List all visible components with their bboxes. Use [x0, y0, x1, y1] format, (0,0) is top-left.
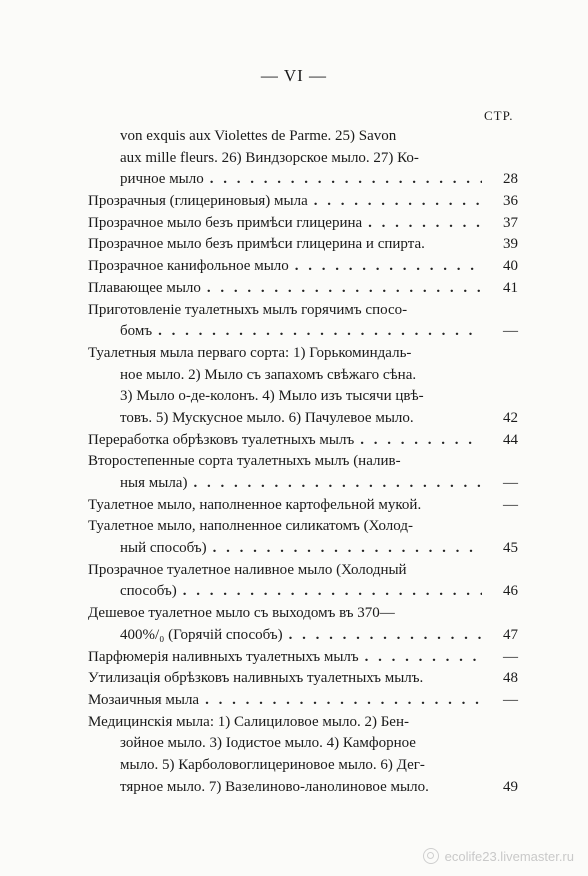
toc-entry [88, 278, 518, 300]
toc-line [88, 473, 518, 495]
watermark-text: ecolife23.livemaster.ru [444, 848, 574, 864]
toc-line-text: ное мыло. 2) Мыло съ запахомъ свѣжаго сѣна. [120, 366, 417, 383]
toc-line-text: Прозрачное канифольное мыло [88, 258, 289, 275]
table-of-contents [88, 126, 518, 798]
toc-line [88, 777, 518, 799]
toc-line [88, 430, 518, 452]
toc-line-text: Туалетное мыло, наполненное картофельной мукой. [88, 496, 422, 513]
toc-line-text: Плавающее мыло [88, 279, 201, 296]
toc-entry [88, 234, 518, 256]
toc-entry [88, 126, 518, 191]
toc-entry [88, 256, 518, 278]
toc-page-number: 44 [503, 431, 518, 448]
toc-line [88, 625, 518, 647]
toc-line-text: Прозрачныя (глицериновыя) мыла [88, 193, 308, 210]
toc-line-text: Туалетное мыло, наполненное силикатомъ (Холод- [88, 518, 413, 535]
toc-line [88, 733, 518, 755]
toc-entry [88, 712, 518, 799]
toc-line-text: тярное мыло. 7) Вазелиново-ланолиновое мыло. [120, 778, 429, 795]
toc-line [88, 300, 518, 322]
toc-entry [88, 300, 518, 343]
toc-line-text: ныя мыла) [120, 475, 188, 491]
toc-entry [88, 560, 518, 603]
toc-entry [88, 495, 518, 517]
toc-line [88, 603, 518, 625]
dot-leader [210, 169, 482, 191]
toc-line [88, 668, 518, 690]
dot-leader [314, 191, 482, 213]
dot-leader [205, 690, 482, 712]
toc-line-text: 3) Мыло о-де-колонъ. 4) Мыло изъ тысячи цвѣ- [120, 388, 424, 405]
toc-page-number: 42 [503, 409, 518, 426]
toc-line [88, 191, 518, 213]
toc-page-number: 39 [503, 236, 518, 253]
toc-line [88, 148, 518, 170]
toc-line-text: von exquis aux Violettes de Parme. 25) Savon [120, 128, 397, 144]
toc-entry [88, 690, 518, 712]
toc-page-number: — [503, 496, 518, 513]
toc-line [88, 343, 518, 365]
toc-line-text: Парфюмерія наливныхъ туалетныхъ мылъ [88, 648, 359, 665]
toc-entry [88, 191, 518, 213]
toc-line [88, 256, 518, 278]
page-column-label: СТР. [484, 108, 514, 123]
toc-line [88, 647, 518, 669]
toc-line [88, 386, 518, 408]
toc-line [88, 516, 518, 538]
toc-line-text: товъ. 5) Мускусное мыло. 6) Пачулевое мыло. [120, 409, 414, 426]
toc-line-text: Туалетныя мыла перваго сорта: 1) Горькоминдаль- [88, 344, 412, 361]
toc-line [88, 581, 518, 603]
toc-entry [88, 668, 518, 690]
toc-line-text: aux mille fleurs. 26) Виндзорское мыло. 27) Ко- [120, 149, 419, 166]
toc-line [88, 213, 518, 235]
toc-line-text: Утилизація обрѣзковъ наливныхъ туалетныхъ мылъ. [88, 670, 424, 687]
toc-entry [88, 603, 518, 646]
toc-line [88, 169, 518, 191]
toc-line-text: способъ) [120, 583, 177, 600]
toc-line-text: зойное мыло. 3) Іодистое мыло. 4) Камфорное [120, 735, 416, 752]
toc-page-number: 46 [503, 583, 518, 600]
toc-line [88, 126, 518, 148]
toc-line-text: 400%/₀ (Горячій способъ) [120, 626, 283, 643]
toc-line [88, 495, 518, 517]
toc-line-text: мыло. 5) Карболовоглицериновое мыло. 6) Дег- [120, 756, 425, 773]
toc-page-number: — [503, 323, 518, 340]
toc-line [88, 755, 518, 777]
toc-page-number: 28 [503, 171, 518, 188]
toc-page-number: — [503, 648, 518, 665]
toc-line [88, 538, 518, 560]
toc-page-number: 48 [503, 670, 518, 687]
watermark [423, 848, 574, 864]
toc-line-text: Второстепенные сорта туалетныхъ мылъ (налив- [88, 453, 401, 470]
toc-page-number: 36 [503, 193, 518, 210]
toc-line [88, 365, 518, 387]
toc-entry [88, 430, 518, 452]
toc-entry [88, 516, 518, 559]
dot-leader [368, 213, 482, 235]
dot-leader [213, 538, 482, 560]
toc-line-text: Прозрачное туалетное наливное мыло (Холодный [88, 561, 407, 578]
toc-entry [88, 451, 518, 494]
toc-page-number: 47 [503, 626, 518, 643]
toc-line-text: бомъ [120, 323, 153, 340]
toc-line [88, 408, 518, 430]
toc-line-text: ный способъ) [120, 540, 207, 557]
dot-leader [365, 647, 482, 669]
toc-page-number: 37 [503, 214, 518, 231]
toc-line [88, 278, 518, 300]
dot-leader [183, 581, 482, 603]
toc-line-text: Медицинскія мыла: 1) Салициловое мыло. 2) Бен- [88, 713, 409, 730]
toc-line-text: ричное мыло [120, 171, 204, 188]
toc-line [88, 451, 518, 473]
toc-entry [88, 343, 518, 430]
toc-line [88, 690, 518, 712]
toc-line [88, 712, 518, 734]
toc-line [88, 234, 518, 256]
circle-logo-icon [423, 848, 439, 864]
toc-page-number: 49 [503, 778, 518, 795]
page-header: — VI — [260, 66, 328, 85]
toc-page-number: — [503, 691, 518, 708]
toc-line-text: Приготовленіе туалетныхъ мылъ горячимъ спосо- [88, 301, 408, 318]
dot-leader [158, 321, 482, 343]
toc-line-text: Переработка обрѣзковъ туалетныхъ мылъ [88, 431, 355, 448]
toc-page-number: — [503, 475, 518, 491]
toc-line-text: Прозрачное мыло безъ примѣси глицерина [88, 214, 363, 231]
dot-leader [289, 625, 482, 647]
toc-line-text: Прозрачное мыло безъ примѣси глицерина и спирта. [88, 236, 425, 253]
dot-leader [193, 473, 482, 495]
toc-line-text: Мозаичныя мыла [88, 691, 200, 708]
toc-line-text: Дешевое туалетное мыло съ выходомъ въ 370— [88, 605, 395, 622]
toc-line [88, 560, 518, 582]
toc-page-number: 45 [503, 540, 518, 557]
toc-line [88, 321, 518, 343]
toc-entry [88, 647, 518, 669]
dot-leader [360, 430, 482, 452]
dot-leader [295, 256, 482, 278]
dot-leader [207, 278, 482, 300]
toc-page-number: 40 [503, 258, 518, 275]
toc-entry [88, 213, 518, 235]
toc-page-number: 41 [503, 279, 518, 296]
